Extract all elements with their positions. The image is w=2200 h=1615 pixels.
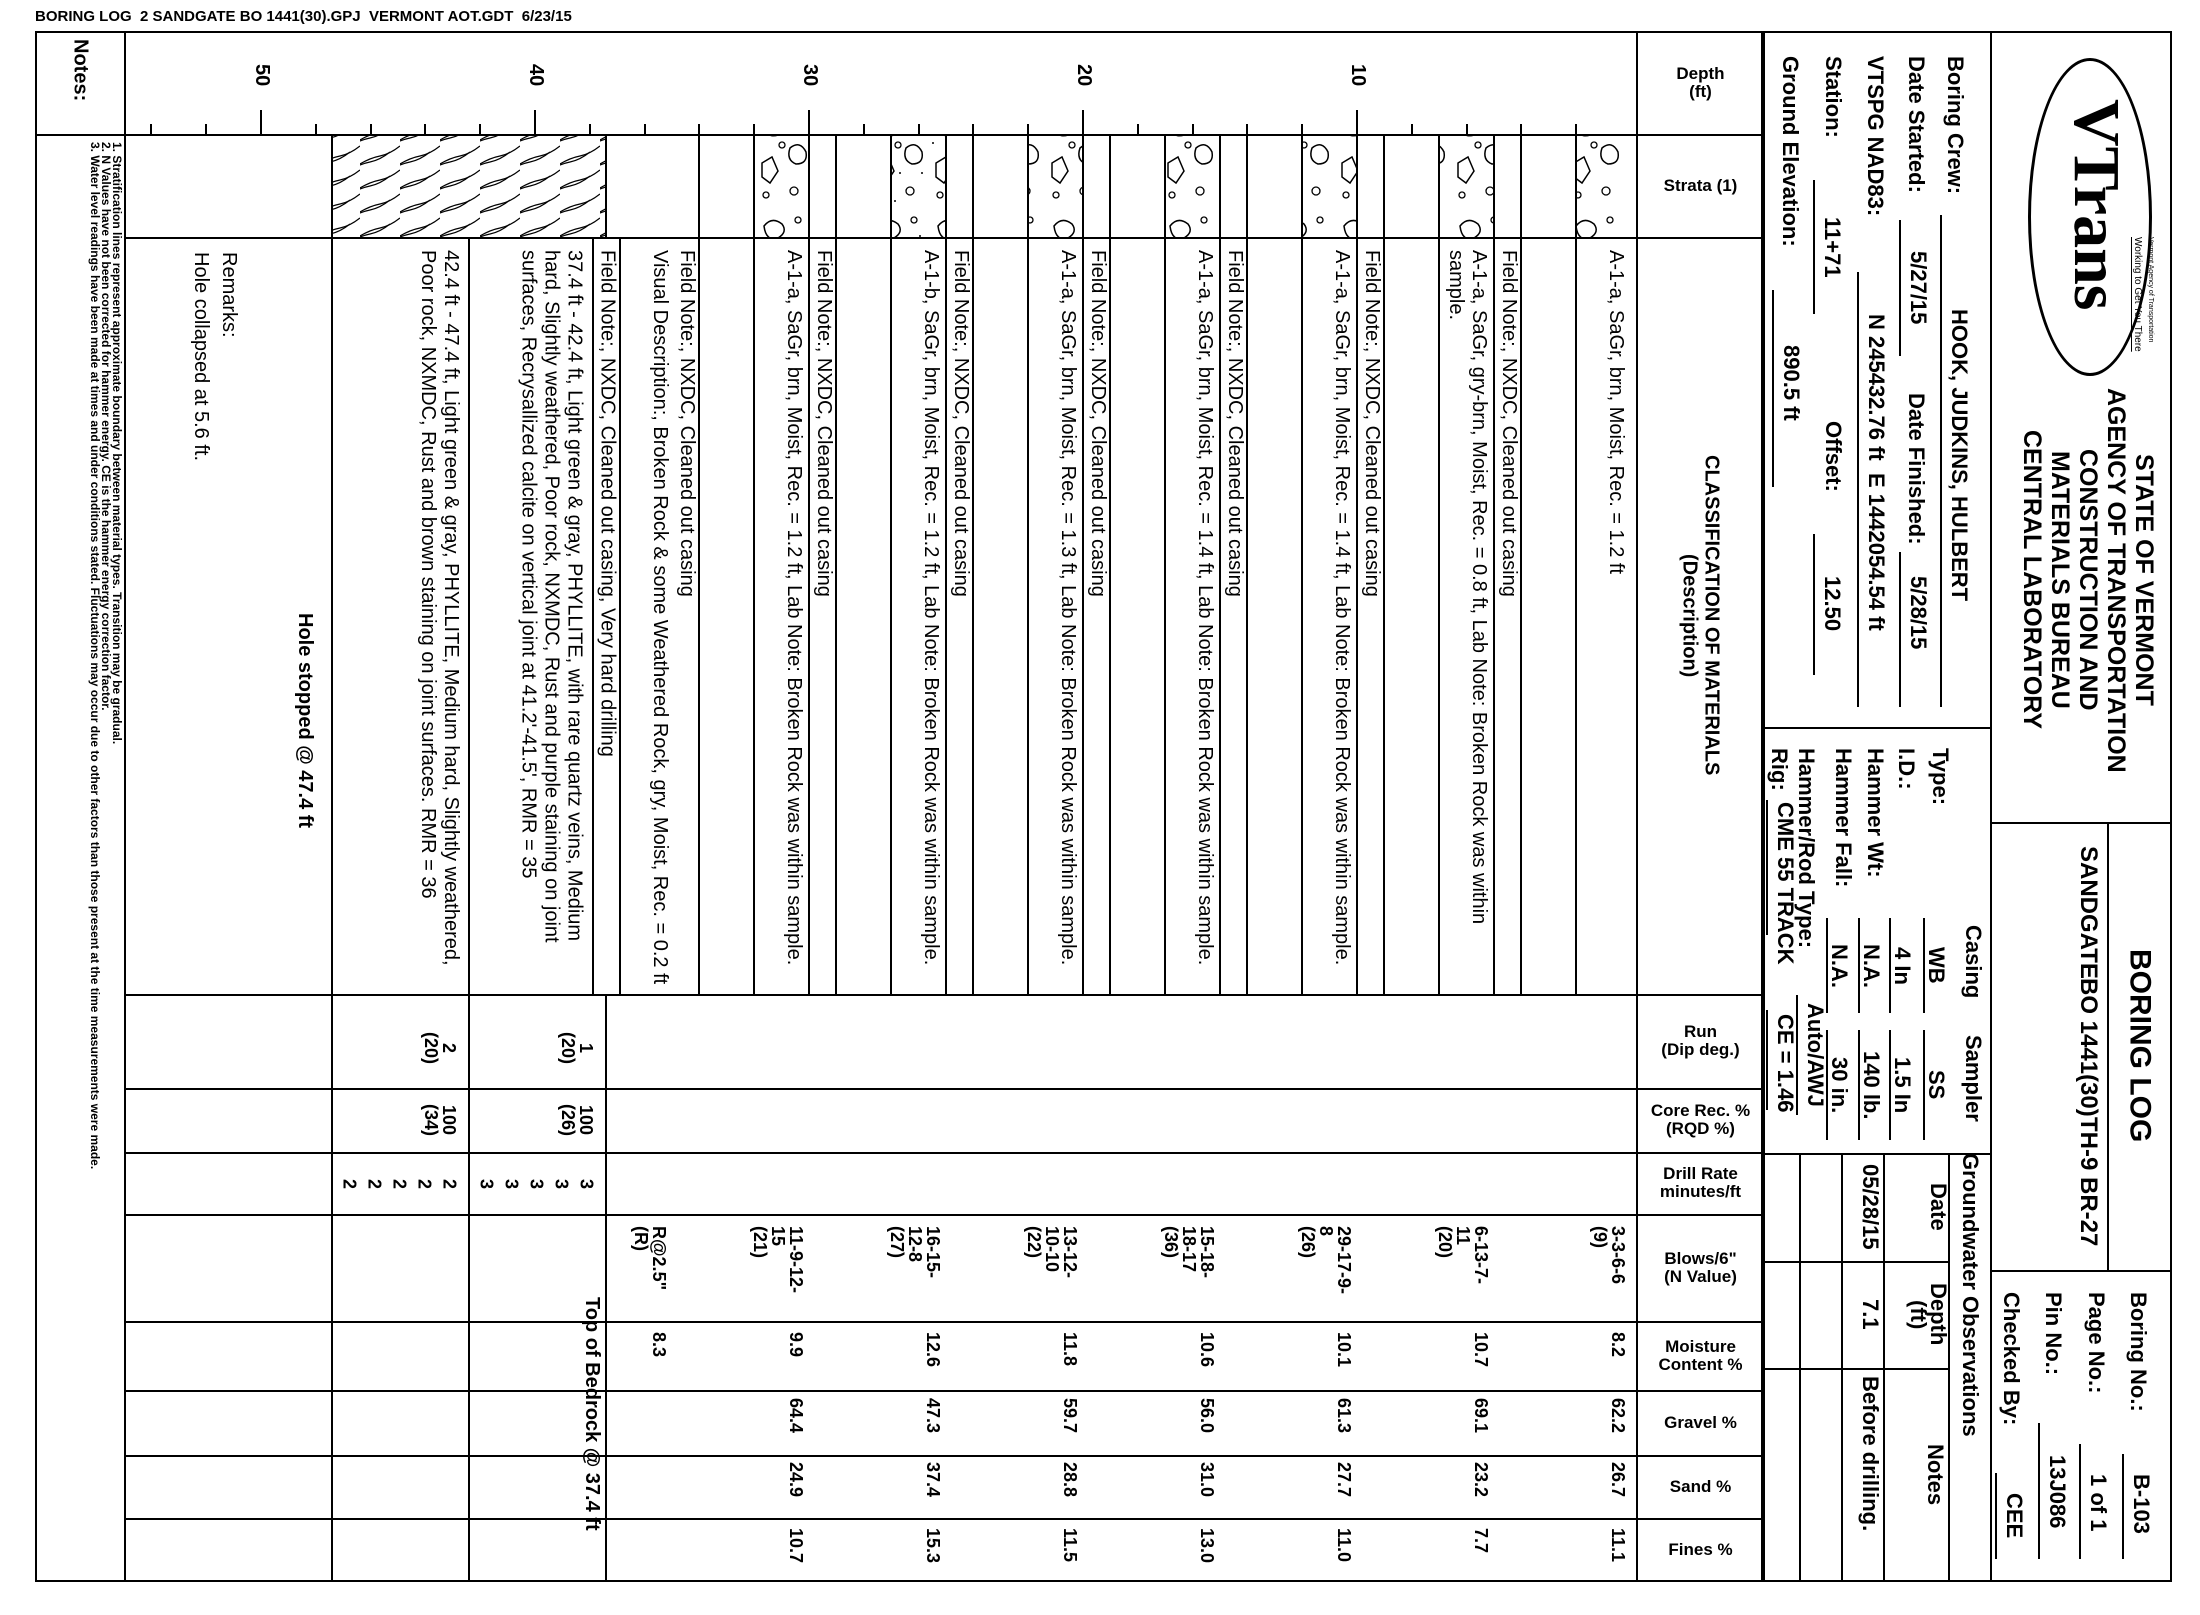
- casing-header: Casing: [1961, 925, 1986, 999]
- sample-description: Visual Description:, Broken Rock & some Weathered Rock, gry, Moist, Rec. = 0.2 ft: [648, 250, 671, 985]
- gravel-value: 59.7: [1060, 1398, 1080, 1434]
- grid-line: [605, 994, 607, 1582]
- gravel-value: 56.0: [1197, 1398, 1217, 1434]
- depth-tick: [644, 124, 646, 134]
- date-finished-value: 5/28/15: [1899, 552, 1931, 707]
- sample-description: A-1-a, SaGr, brn, Moist, Rec. = 1.4 ft, Lab Note: Broken Rock was within sample.: [1194, 250, 1216, 966]
- remarks-text: Hole collapsed at 5.6 ft.: [190, 252, 212, 462]
- project-number: BO 1441(30): [2075, 978, 2102, 1118]
- depth-label: 40: [525, 64, 547, 87]
- grid-line: [331, 134, 333, 1582]
- casing-value: N.A.: [1858, 918, 1884, 1013]
- fines-value: 10.7: [786, 1528, 806, 1564]
- date-started-value: 5/27/15: [1899, 220, 1931, 356]
- equipment-label: Hammer Fall:: [1831, 748, 1856, 888]
- depth-tick: [260, 110, 262, 134]
- sample-description: A-1-a, SaGr, brn, Moist, Rec. = 1.3 ft, Lab Note: Broken Rock was within sample.: [1057, 250, 1079, 966]
- coordinates-label: VTSPG NAD83:: [1863, 56, 1888, 217]
- drill-rate-row: [337, 1166, 462, 1202]
- depth-tick: [698, 124, 700, 134]
- strata-pattern-soil: [1164, 134, 1219, 237]
- moisture-value: 11.8: [1060, 1332, 1080, 1367]
- field-note: Field Note:, NXDC, Cleaned out casing: [950, 250, 972, 597]
- depth-tick: [918, 124, 920, 134]
- field-note: Field Note:, NXDC, Cleaned out casing: [813, 250, 835, 597]
- depth-label: 50: [251, 64, 273, 87]
- column-header-moisture: Moisture Content %: [1658, 1336, 1743, 1374]
- sand-value: 31.0: [1197, 1462, 1217, 1498]
- document-title: BORING LOG: [2123, 949, 2157, 1143]
- equipment-label: Hammer Wt:: [1863, 748, 1888, 878]
- drill-rate-row: [474, 1166, 599, 1202]
- sampler-header: Sampler: [1961, 1035, 1986, 1122]
- fines-value: 15.3: [923, 1528, 943, 1564]
- blows-value: 11-9-12- 15 (21): [750, 1226, 806, 1294]
- field-note: Field Note:, NXDC, Cleaned out casing: [1087, 250, 1109, 597]
- depth-tick: [315, 124, 317, 134]
- gravel-value: 69.1: [1471, 1398, 1491, 1434]
- sand-value: 26.7: [1608, 1462, 1628, 1498]
- strata-pattern-soil: [1438, 134, 1493, 237]
- depth-tick: [479, 124, 481, 134]
- rock-description: 37.4 ft - 42.4 ft, Light green & gray, PHYLLITE, with rare quartz veins, Medium hard, Slightly weathered, Poor rock, NXMDC, Rust and purple staining on joint surfaces, Recrysallized calcite on vertical joint at 41.2'-41.5', RMR = 35: [517, 250, 586, 943]
- depth-label: 10: [1347, 64, 1369, 87]
- grid-line: [124, 1390, 1763, 1392]
- sampler-value: 1.5 In: [1889, 1030, 1915, 1140]
- strata-pattern-rock: [331, 134, 605, 237]
- drill-rate-value: 2: [439, 1178, 460, 1189]
- grid-line: [619, 237, 621, 994]
- sand-value: 28.8: [1060, 1462, 1080, 1498]
- grid-line: [124, 1088, 1763, 1090]
- depth-tick: [1082, 110, 1084, 134]
- drill-rate-value: 3: [576, 1178, 597, 1189]
- sample-description: A-1-a, SaGr, brn, Moist, Rec. = 1.4 ft, Lab Note: Broken Rock was within sample.: [1331, 250, 1353, 966]
- field-note: Field Note:, NXDC, Cleaned out casing: [1224, 250, 1246, 597]
- agency-line: AGENCY OF TRANSPORTATION: [2102, 387, 2130, 773]
- moisture-value: 12.6: [923, 1332, 943, 1368]
- fines-value: 11.1: [1608, 1528, 1628, 1563]
- strata-pattern-soil: [1027, 134, 1082, 237]
- depth-tick: [1356, 110, 1358, 134]
- ground-elevation-value: 890.5 ft: [1772, 290, 1804, 487]
- column-header-strata: Strata (1): [1663, 175, 1738, 195]
- logo-text: VTrans: [2060, 99, 2133, 311]
- pin-no-label: Pin No.:: [2041, 1292, 2066, 1376]
- depth-tick: [1575, 124, 1577, 134]
- grid-line: [605, 134, 607, 237]
- blows-value: 13-12- 10-10 (22): [1024, 1226, 1080, 1279]
- boring-no-label: Boring No.:: [2126, 1292, 2151, 1412]
- logo-subtitle: Vermont Agency of Transportation: [2147, 237, 2154, 343]
- equipment-label: Type:: [1928, 748, 1953, 806]
- gw-notes: Before drilling.: [1858, 1376, 1883, 1532]
- agency-line: CONSTRUCTION AND: [2074, 449, 2102, 711]
- drill-rate-value: 2: [364, 1178, 385, 1189]
- grid-line: [1109, 134, 1111, 994]
- grid-line: [124, 1152, 1763, 1154]
- gw-header-depth: Depth (ft): [1906, 1283, 1951, 1346]
- sand-value: 37.4: [923, 1462, 943, 1498]
- casing-value: WB: [1923, 918, 1949, 1013]
- grid-line: [124, 1518, 1763, 1520]
- grid-line: [124, 1214, 1763, 1216]
- gw-date: 05/28/15: [1858, 1164, 1883, 1250]
- date-started-label: Date Started:: [1904, 56, 1929, 193]
- groundwater-title: Groundwater Observations: [1958, 1153, 1983, 1437]
- gw-header-date: Date: [1926, 1183, 1951, 1231]
- note-item: 1. Stratification lines represent approximate boundary between material types. Transition may be gradual.: [110, 142, 124, 745]
- depth-tick: [1246, 124, 1248, 134]
- equipment-label: I.D.:: [1894, 748, 1919, 790]
- top-of-bedrock-label: Top of Bedrock @ 37.4 ft: [581, 1297, 604, 1531]
- core-recovery-value: 100 (26): [558, 1103, 597, 1136]
- column-header-depth: Depth (ft): [1676, 63, 1725, 101]
- grid-line: [124, 1321, 1763, 1323]
- depth-tick: [808, 110, 810, 134]
- depth-tick: [1411, 124, 1413, 134]
- depth-tick: [1466, 124, 1468, 134]
- run-value: 1 (20): [558, 1031, 597, 1064]
- run-value: 2 (20): [421, 1031, 460, 1064]
- casing-value: N.A.: [1826, 918, 1852, 1013]
- sample-description: A-1-a, SaGr, brn, Moist, Rec. = 1.2 ft, Lab Note: Broken Rock was within sample.: [783, 250, 805, 966]
- column-header-run: Run (Dip deg.): [1661, 1022, 1740, 1059]
- remarks-label: Remarks:: [218, 252, 240, 338]
- page-no-label: Page No.:: [2084, 1292, 2109, 1394]
- northing: N 245432.76 ft: [1864, 314, 1889, 461]
- agency-line: CENTRAL LABORATORY: [2018, 430, 2046, 730]
- blows-value: 16-15- 12-8 (27): [887, 1226, 943, 1279]
- sand-value: 24.9: [786, 1462, 806, 1498]
- field-note: Field Note:, NXDC, Cleaned out casing: [676, 250, 698, 597]
- depth-tick: [1301, 124, 1303, 134]
- agency-line: STATE OF VERMONT: [2130, 454, 2158, 706]
- depth-tick: [205, 124, 207, 134]
- hammer-efficiency-value: CE = 1.46: [1766, 1010, 1798, 1110]
- moisture-value: 10.7: [1471, 1332, 1491, 1368]
- logo-tagline: Working to Get You There: [2132, 237, 2143, 352]
- blows-value: 29-17-9- 8 (26): [1298, 1226, 1354, 1295]
- moisture-value: 10.1: [1334, 1332, 1354, 1368]
- depth-label: 20: [1073, 64, 1095, 87]
- grid-line: [835, 134, 837, 994]
- rod-type-label: Hammer/Rod Type:: [1794, 748, 1819, 949]
- depth-label: 30: [799, 64, 821, 87]
- blows-value: R@2.5" (R): [631, 1226, 669, 1291]
- boring-crew-label: Boring Crew:: [1943, 56, 1968, 195]
- grid-line: [468, 237, 470, 1582]
- note-item: 2. N Values have not been corrected for hammer energy. CE is the hammer energy correction factor.: [99, 142, 113, 711]
- depth-tick: [1027, 124, 1029, 134]
- grid-line: [972, 134, 974, 994]
- field-note: Field Note:, NXDC, Cleaned out casing: [1498, 250, 1520, 597]
- drill-rate-value: 2: [414, 1178, 435, 1189]
- casing-value: 4 In: [1889, 918, 1915, 1013]
- drill-rate-value: 3: [526, 1178, 547, 1189]
- core-recovery-value: 100 (34): [421, 1103, 460, 1136]
- page-no-value: 1 of 1: [2079, 1444, 2111, 1559]
- grid-line: [1520, 134, 1522, 994]
- checked-by-label: Checked By:: [1999, 1292, 2024, 1426]
- column-header-drill: Drill Rate minutes/ft: [1659, 1164, 1742, 1201]
- sample-description: A-1-b, SaGr, brn, Moist, Rec. = 1.2 ft, Lab Note: Broken Rock was within sample.: [920, 250, 942, 966]
- moisture-value: 9.9: [786, 1332, 806, 1358]
- drill-rate-value: 3: [476, 1178, 497, 1189]
- station-label: Station:: [1821, 56, 1846, 138]
- grid-line: [698, 134, 700, 994]
- boring-no-value: B-103: [2122, 1454, 2154, 1559]
- fines-value: 13.0: [1197, 1528, 1217, 1564]
- gravel-value: 62.2: [1608, 1398, 1628, 1434]
- grid-line: [124, 994, 1763, 996]
- strata-pattern-soil: [753, 134, 808, 237]
- fines-value: 11.5: [1060, 1528, 1080, 1563]
- structure-id: TH-9 BR-27: [2075, 1117, 2102, 1247]
- sand-value: 23.2: [1471, 1462, 1491, 1498]
- ground-elevation-label: Ground Elevation:: [1778, 56, 1803, 247]
- grid-line: [1246, 134, 1248, 994]
- grid-line: [35, 134, 1763, 136]
- column-header-blows: Blows/6" (N Value): [1664, 1248, 1737, 1286]
- rig-value: CME 55 TRACK: [1766, 800, 1798, 935]
- grid-line: [1383, 134, 1385, 994]
- depth-tick: [370, 124, 372, 134]
- column-header-classification: CLASSIFICATION OF MATERIALS (Description): [1678, 455, 1723, 776]
- sand-value: 27.7: [1334, 1462, 1354, 1498]
- station-value: 11+71: [1813, 180, 1845, 314]
- file-header: BORING LOG 2 SANDGATE BO 1441(30).GPJ VERMONT AOT.GDT 6/23/15: [35, 8, 572, 25]
- offset-value: 12.50: [1813, 534, 1845, 675]
- gravel-value: 47.3: [923, 1398, 943, 1434]
- column-header-gravel: Gravel %: [1664, 1412, 1737, 1432]
- depth-tick: [424, 124, 426, 134]
- blows-value: 6-13-7- 11 (20): [1435, 1226, 1491, 1285]
- field-note: Field Note:, NXDC, Cleaned out casing, Very hard drilling: [596, 250, 619, 757]
- easting: E 1442054.54 ft: [1864, 473, 1889, 631]
- rod-type-value: Auto/AWJ: [1796, 995, 1828, 1115]
- strata-pattern-soil: [1575, 134, 1630, 237]
- gravel-value: 64.4: [786, 1398, 806, 1434]
- blows-value: 3-3-6-6 (9): [1590, 1226, 1628, 1285]
- boring-crew-value: HOOK, JUDKINS, HULBERT: [1940, 215, 1972, 707]
- fines-value: 7.7: [1471, 1528, 1491, 1554]
- strata-pattern-soil: [1301, 134, 1356, 237]
- moisture-value: 8.2: [1608, 1332, 1628, 1358]
- drill-rate-value: 2: [339, 1178, 360, 1189]
- strata-pattern-soil: [890, 134, 945, 237]
- note-item: 3. Water level readings have been made at times and under conditions stated. Fluctuations may occur due to other factors than those present at the time measurements were made.: [88, 142, 102, 1170]
- depth-tick: [1520, 124, 1522, 134]
- blows-value: 15-18- 18-17 (36): [1161, 1226, 1217, 1279]
- drill-rate-value: 3: [501, 1178, 522, 1189]
- column-header-sand: Sand %: [1669, 1476, 1732, 1496]
- depth-tick: [863, 124, 865, 134]
- hole-stopped-label: Hole stopped @ 47.4 ft: [294, 613, 316, 829]
- gw-depth: 7.1: [1858, 1299, 1883, 1330]
- sample-description: A-1-a, SaGr, gry-brn, Moist, Rec. = 0.8 ft, Lab Note: Broken Rock was within sample.: [1445, 250, 1490, 925]
- gw-header-notes: Notes: [1923, 1444, 1948, 1506]
- field-note: Field Note:, NXDC, Cleaned out casing: [1361, 250, 1383, 597]
- grid-line: [592, 237, 594, 994]
- notes-label: Notes:: [69, 39, 92, 102]
- depth-tick: [589, 124, 591, 134]
- gravel-value: 61.3: [1334, 1398, 1354, 1434]
- depth-tick: [1137, 124, 1139, 134]
- grid-line: [124, 1455, 1763, 1457]
- depth-tick: [1192, 124, 1194, 134]
- fines-value: 11.0: [1334, 1528, 1354, 1563]
- agency-line: MATERIALS BUREAU: [2046, 451, 2074, 709]
- column-header-fines: Fines %: [1668, 1540, 1733, 1559]
- date-finished-label: Date Finished:: [1904, 393, 1929, 545]
- moisture-value: 8.3: [649, 1332, 669, 1358]
- grid-line: [124, 237, 1763, 239]
- depth-tick: [150, 124, 152, 134]
- sampler-value: 140 lb.: [1858, 1030, 1884, 1140]
- depth-tick: [534, 110, 536, 134]
- drill-rate-value: 3: [551, 1178, 572, 1189]
- moisture-value: 10.6: [1197, 1332, 1217, 1368]
- sampler-value: 30 in.: [1826, 1030, 1852, 1140]
- offset-label: Offset:: [1821, 421, 1846, 492]
- column-header-core: Core Rec. % (RQD %): [1650, 1101, 1751, 1138]
- rig-label: Rig:: [1767, 748, 1792, 791]
- pin-no-value: 13J086: [2038, 1423, 2070, 1559]
- drill-rate-value: 2: [389, 1178, 410, 1189]
- checked-by-value: CEE: [1995, 1473, 2027, 1559]
- sampler-value: SS: [1923, 1030, 1949, 1140]
- project-name: SANDGATE: [2075, 845, 2102, 979]
- depth-tick: [753, 124, 755, 134]
- depth-tick: [972, 124, 974, 134]
- rock-description: 42.4 ft - 47.4 ft, Light green & gray, PHYLLITE, Medium hard, Slightly weathered, Poor rock, NXMDC, Rust and brown staining on joint surfaces. RMR = 36: [417, 250, 463, 966]
- sample-description: A-1-a, SaGr, brn, Moist, Rec. = 1.2 ft: [1605, 250, 1627, 575]
